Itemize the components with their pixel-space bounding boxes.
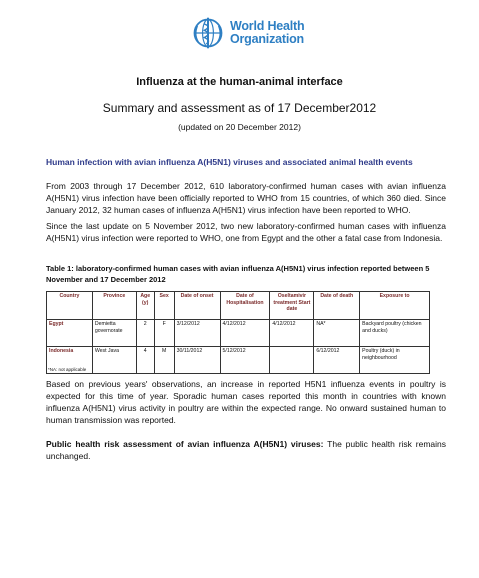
paragraph-poultry-observations: Based on previous years' observations, an increase in reported H5N1 influenza events in poultry is expected for this time of year. Sporadic human cases reported this month in countries with known influenza A(H5N1) virus activity in poultry are within the expected range. No onward sustained human to human transmission was reported. [46,379,446,425]
who-logo [190,12,304,54]
paragraph-new-cases: Since the last update on 5 November 2012, two new laboratory-confirmed human cases with influenza A(H5N1) virus infection were reported to WHO, one from Egypt and the other a fatal case from Indonesia. [46,221,446,243]
cell-sex: M [154,347,174,374]
cell-onset: 3/12/2012 [174,320,220,347]
col-header-country: Country [47,292,93,320]
cell-country: Indonesia [47,347,93,374]
paragraph-risk-assessment [46,438,446,462]
cell-sex: F [154,320,174,347]
cell-onset: 30/11/2012 [174,347,220,374]
table-row [47,320,430,347]
risk-assessment-heading: Public health risk assessment of avian influenza A(H5N1) viruses: [46,439,324,449]
cases-table [46,291,430,374]
col-header-age: Age (y) [136,292,154,320]
cell-hospitalisation: 4/12/2012 [220,320,270,347]
org-name-line1: World Health [230,19,305,33]
cell-age: 4 [136,347,154,374]
cell-exposure: Poultry (duck) in neighbourhood [360,347,430,374]
cell-hospitalisation: 5/12/2012 [220,347,270,374]
update-note: (updated on 20 December 2012) [178,122,301,132]
cell-oseltamivir [270,347,314,374]
cell-oseltamivir: 4/12/2012 [270,320,314,347]
table-row [47,347,430,374]
org-name [230,20,304,46]
cell-death: 6/12/2012 [314,347,360,374]
table-caption: Table 1: laboratory-confirmed human cases with avian influenza A(H5N1) virus infection reported between 5 November and 17 December 2012 [46,264,430,284]
table-footnote: *NA: not applicable [48,367,87,372]
col-header-hospitalisation: Date of Hospitalisation [220,292,270,320]
org-name-line2: Organization [230,32,304,46]
col-header-oseltamivir: Oseltamivir treatment Start date [270,292,314,320]
document-subtitle: Summary and assessment as of 17 December2012 [102,101,377,115]
cell-exposure: Backyard poultry (chicken and ducks) [360,320,430,347]
who-emblem-icon [190,15,226,51]
cell-province: Demietta governorate [92,320,136,347]
col-header-death: Date of death [314,292,360,320]
col-header-sex: Sex [154,292,174,320]
cell-country: Egypt [47,320,93,347]
cell-age: 2 [136,320,154,347]
table-header-row [47,292,430,320]
risk-assessment-text: The public health risk remains unchanged. [46,439,447,461]
col-header-province: Province [92,292,136,320]
cell-death: NA* [314,320,360,347]
document-title: Influenza at the human-animal interface [136,76,343,88]
col-header-onset: Date of onset [174,292,220,320]
col-header-exposure: Exposure to [360,292,430,320]
paragraph-case-summary: From 2003 through 17 December 2012, 610 laboratory-confirmed human cases with avian influenza A(H5N1) virus infection have been officially reported to WHO from 15 countries, of which 360 died. Since January 2012, 32 human cases of influenza A(H5N1) virus infection have been reported to WHO. [46,181,446,215]
cell-province: West Java [92,347,136,374]
section-heading: Human infection with avian influenza A(H5N1) viruses and associated animal health events [46,157,413,167]
